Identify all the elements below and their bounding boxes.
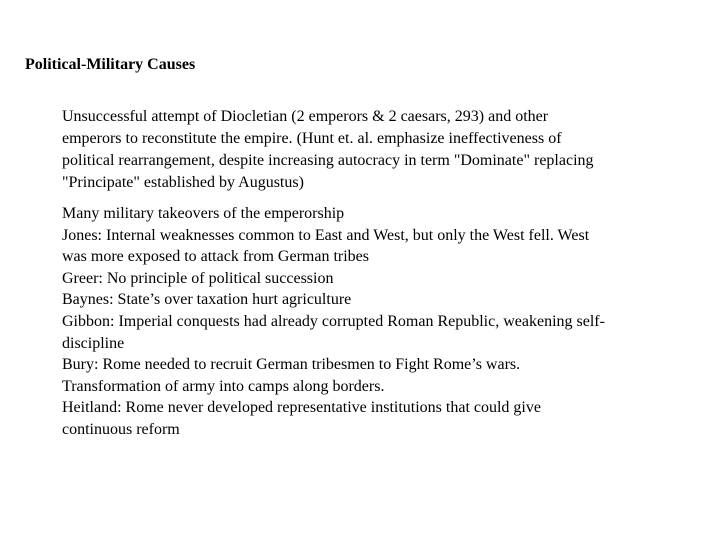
causes-line: Bury: Rome needed to recruit German tribesmen to Fight Rome’s wars. [62,356,521,374]
intro-line: political rearrangement, despite increasing autocracy in term "Dominate" replacing [62,152,594,169]
causes-line: discipline [62,334,125,352]
causes-line: Gibbon: Imperial conquests had already corrupted Roman Republic, weakening self- [62,312,605,330]
causes-line: Jones: Internal weaknesses common to East and West, but only the West fell. West [62,226,590,244]
intro-line: Unsuccessful attempt of Diocletian (2 emperors & 2 caesars, 293) and other [62,108,549,125]
slide-title: Political-Military Causes [25,56,196,73]
causes-line: Baynes: State’s over taxation hurt agriculture [62,291,352,309]
causes-line: was more exposed to attack from German tribes [62,248,370,266]
causes-line: Many military takeovers of the emperorship [62,205,345,222]
causes-list [62,203,682,441]
causes-line: Heitland: Rome never developed representative institutions that could give [62,399,541,417]
causes-line: Transformation of army into camps along borders. [62,377,385,395]
intro-line: "Principate" established by Augustus) [62,174,304,191]
intro-paragraph [62,106,662,194]
causes-line: continuous reform [62,420,180,438]
intro-line: emperors to reconstitute the empire. (Hunt et. al. emphasize ineffectiveness of [62,130,562,147]
causes-line: Greer: No principle of political succession [62,269,334,287]
